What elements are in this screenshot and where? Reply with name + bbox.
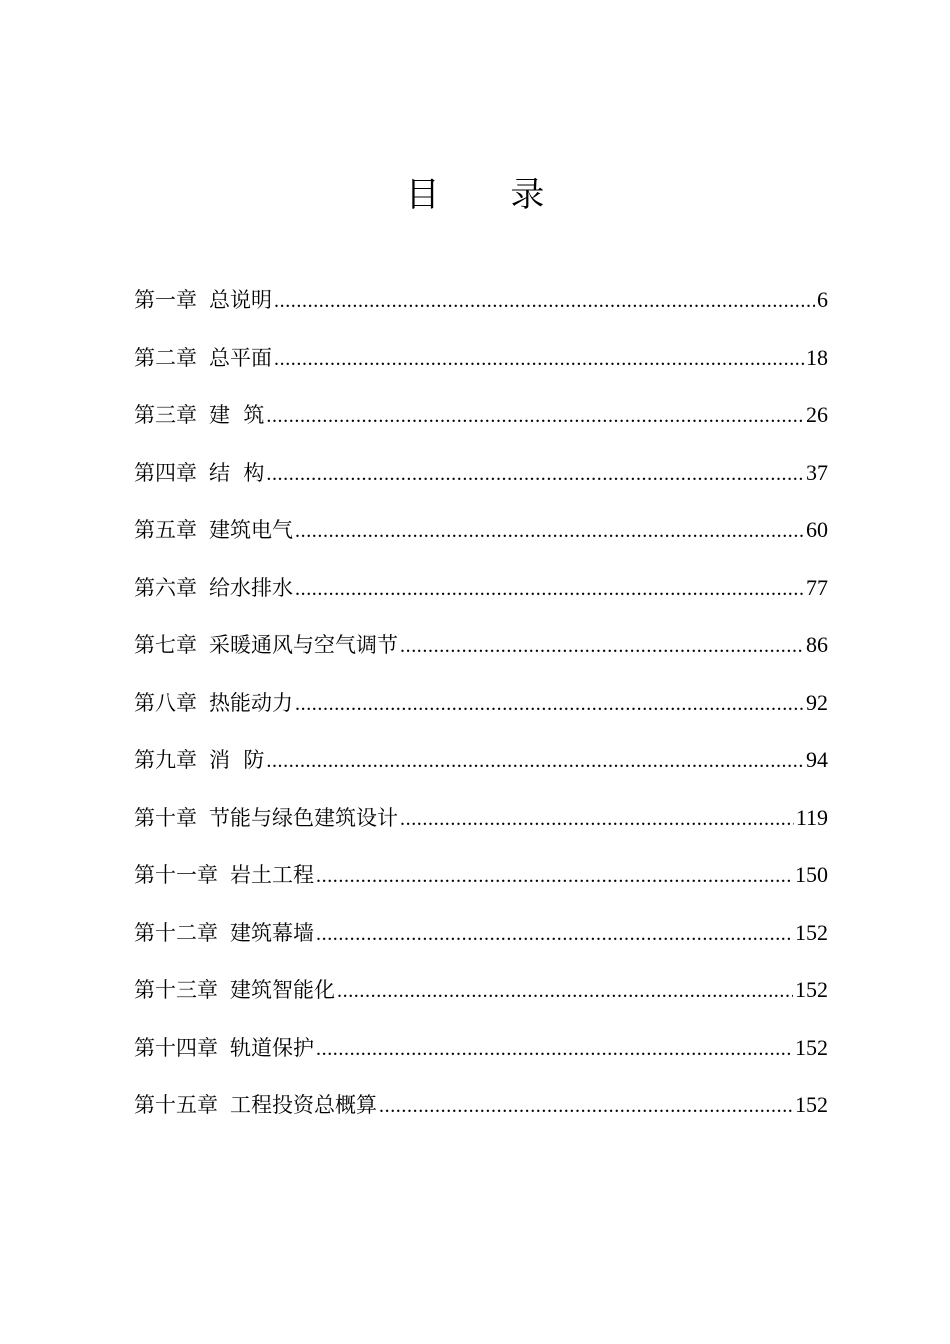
toc-entry[interactable]	[134, 851, 828, 909]
chapter-title: 总平面	[209, 345, 272, 370]
page-number: 92	[806, 689, 828, 715]
dot-leader	[379, 1082, 793, 1130]
chapter-title: 建筑电气	[209, 518, 293, 542]
chapter-number: 第十二章	[134, 920, 218, 945]
page-number: 152	[795, 1092, 828, 1117]
page-number: 26	[806, 402, 828, 427]
toc-entry[interactable]	[134, 276, 828, 334]
dot-leader	[316, 852, 793, 900]
chapter-title: 岩土工程	[230, 863, 314, 887]
chapter-number: 第十一章	[134, 863, 218, 887]
page-number: 152	[795, 977, 828, 1002]
chapter-number: 第六章	[134, 575, 197, 600]
dot-leader	[266, 392, 804, 440]
toc-entry[interactable]	[134, 1081, 828, 1139]
dot-leader	[337, 967, 793, 1015]
page-number: 60	[806, 517, 828, 542]
dot-leader	[400, 795, 794, 843]
chapter-title: 工程投资总概算	[230, 1093, 377, 1117]
toc-entry[interactable]	[134, 391, 828, 449]
page-number: 86	[806, 632, 828, 657]
dot-leader	[316, 1025, 793, 1073]
toc-entry[interactable]	[134, 909, 828, 967]
dot-leader	[400, 622, 804, 670]
chapter-title: 结 构	[209, 460, 265, 485]
chapter-number: 第十五章	[134, 1093, 218, 1117]
toc-entry[interactable]	[134, 794, 828, 852]
dot-leader	[274, 277, 815, 325]
page-number: 37	[806, 459, 828, 485]
page-number: 18	[806, 344, 828, 370]
page-number: 119	[795, 804, 828, 830]
chapter-number: 第三章	[134, 403, 197, 427]
chapter-title: 建筑智能化	[230, 978, 335, 1002]
page-number: 152	[795, 1034, 828, 1060]
chapter-title: 节能与绿色建筑设计	[209, 805, 398, 830]
page-number: 6	[817, 287, 828, 312]
chapter-number: 第十章	[134, 805, 197, 830]
toc-entry[interactable]	[134, 334, 828, 392]
toc-entry[interactable]	[134, 1024, 828, 1082]
page-number: 150	[795, 862, 828, 887]
chapter-number: 第一章	[134, 288, 197, 312]
chapter-number: 第八章	[134, 690, 197, 715]
chapter-title: 热能动力	[209, 690, 293, 715]
chapter-number: 第七章	[134, 633, 197, 657]
chapter-number: 第十三章	[134, 978, 218, 1002]
chapter-number: 第九章	[134, 748, 197, 772]
page-title: 目 录	[405, 175, 575, 215]
dot-leader	[266, 450, 804, 498]
table-of-contents	[134, 276, 828, 1139]
chapter-title: 建筑幕墙	[230, 920, 314, 945]
toc-entry[interactable]	[134, 966, 828, 1024]
dot-leader	[274, 335, 804, 383]
chapter-title: 采暖通风与空气调节	[209, 633, 398, 657]
toc-entry[interactable]	[134, 679, 828, 737]
chapter-number: 第十四章	[134, 1035, 218, 1060]
page-number: 152	[795, 919, 828, 945]
page-number: 77	[806, 574, 828, 600]
dot-leader	[295, 507, 804, 555]
chapter-number: 第二章	[134, 345, 197, 370]
dot-leader	[316, 910, 793, 958]
page-number: 94	[806, 747, 828, 772]
chapter-title: 消 防	[209, 748, 265, 772]
chapter-title: 总说明	[209, 288, 272, 312]
dot-leader	[266, 737, 804, 785]
chapter-number: 第五章	[134, 518, 197, 542]
chapter-title: 轨道保护	[230, 1035, 314, 1060]
toc-entry[interactable]	[134, 506, 828, 564]
dot-leader	[295, 680, 804, 728]
toc-entry[interactable]	[134, 621, 828, 679]
toc-entry[interactable]	[134, 736, 828, 794]
chapter-title: 建 筑	[209, 403, 265, 427]
chapter-number: 第四章	[134, 460, 197, 485]
toc-entry[interactable]	[134, 449, 828, 507]
chapter-title: 给水排水	[209, 575, 293, 600]
toc-entry[interactable]	[134, 564, 828, 622]
dot-leader	[295, 565, 804, 613]
